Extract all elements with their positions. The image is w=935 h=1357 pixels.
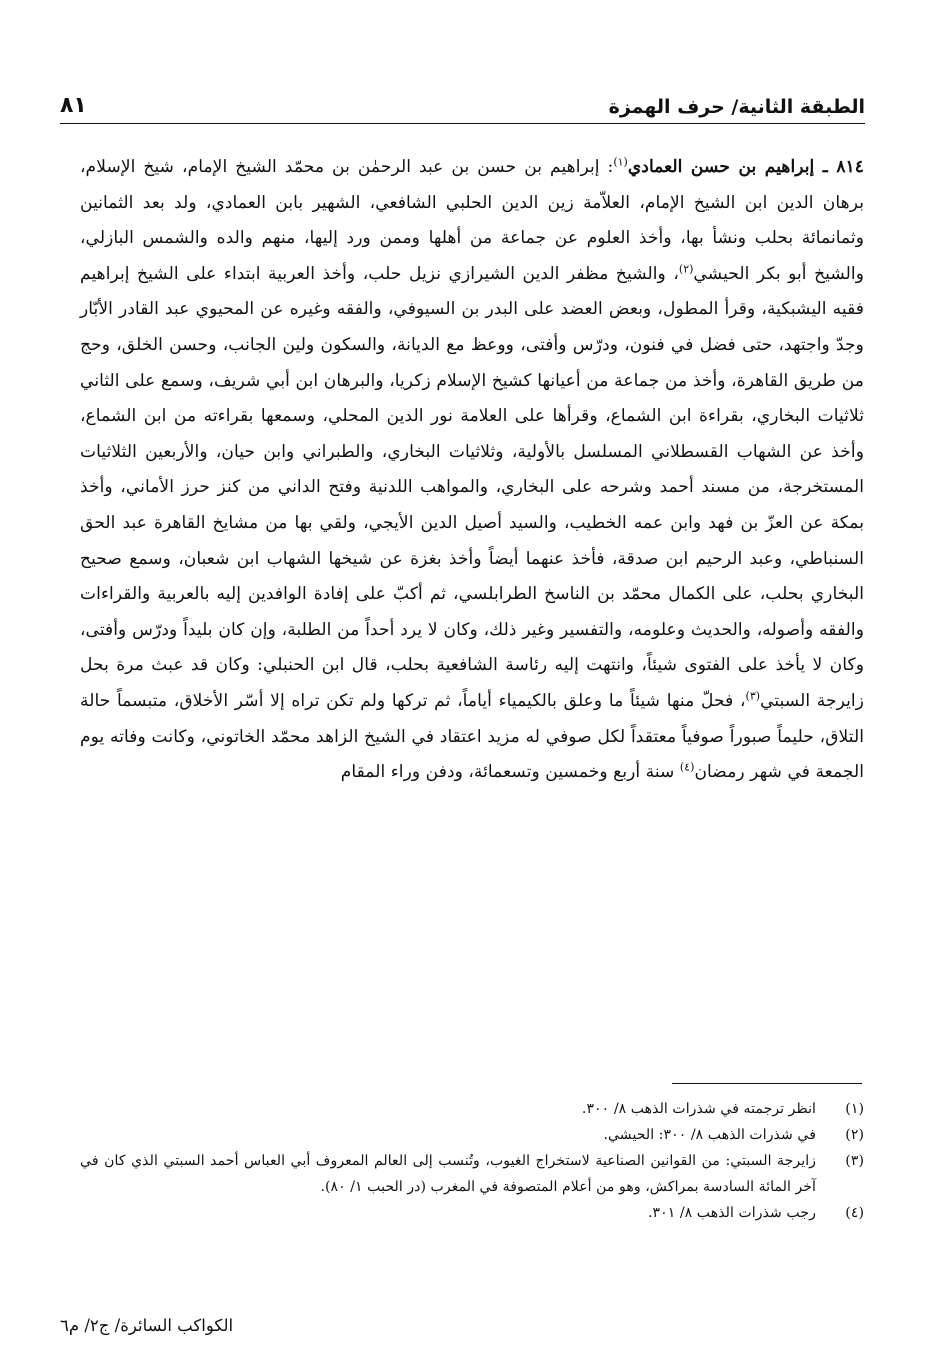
entry-text-part-4: سنة أربع وخمسين وتسعمائة، ودفن وراء المقام (340, 762, 680, 783)
footnote-text: انظر ترجمته في شذرات الذهب ٨/ ٣٠٠. (581, 1101, 816, 1117)
entry-text-part-3: ، فحلّ منها شيئاً ما وعلق بالكيمياء أياماً، ثم تركها ولم تكن تراه إلا أسّر الأخلاق، متبسماً حالة التلاق، حليماً صبوراً صوفياً معتقداً لكل صوفي له مزيد اعتقاد في الشيخ الزاهد محمّد الخاتوني، وكانت وفاته يوم الجمعة في شهر رمضان (80, 690, 864, 783)
footnote-text: زايرجة السبتي: من القوانين الصناعية لاستخراج الغيوب، وتُنسب إلى العالم المعروف أبي العباس أحمد السبتي الذي كان في آخر المائة السادسة بمراكش، وهو من أعلام المتصوفة في المغرب (در الحبب ١/ ٨٠). (80, 1153, 816, 1195)
footnote-text: في شذرات الذهب ٨/ ٣٠٠: الحيشي. (603, 1127, 816, 1143)
entry-text-part-1: : إبراهيم بن حسن بن عبد الرحمٰن بن محمّد الشيخ الإمام، شيخ الإسلام، برهان الدين ابن الشيخ الإمام، العلاّمة زين الدين الحلبي الشافعي، الشهير بابن العمادي، ولد بعد الثمانين وثمانمائة بحلب ونشأ بها، وأخذ العلوم عن جماعة من أهلها وممن ورد إليها، منهم والده والشمس البازلي، والشيخ أبو بكر الحيشي (80, 157, 864, 284)
footnote-ref-1: (١) (613, 155, 628, 169)
footnotes-rule (672, 1083, 862, 1084)
footnote (80, 1148, 864, 1200)
footnote-ref-2: (٢) (678, 262, 694, 276)
footnote-text: رجب شذرات الذهب ٨/ ٣٠١. (647, 1205, 816, 1221)
printer-signature: الكواكب السائرة/ ج٢/ م٦ (60, 1316, 234, 1335)
footnote-number: (١) (845, 1101, 864, 1117)
footnote (80, 1096, 864, 1122)
page-header (60, 78, 865, 118)
entry-text-part-2: ، والشيخ مظفر الدين الشيرازي نزيل حلب، وأخذ العربية ابتداء على الشيخ إبراهيم فقيه اليشبكية، وقرأ المطول، وبعض العضد على البدر بن السيوفي، والفقه وغيره عن المحيوي عبد القادر الأبّار وجدّ واجتهد، حتى فضل في فنون، ودرّس وأفتى، ووعظ مع الديانة، والسكون ولين الجانب، وحسن الخلق، وحج من طريق القاهرة، وأخذ من جماعة من أعيانها كشيخ الإسلام زكريا، والبرهان ابن أبي شريف، وسمع على الثاني ثلاثيات البخاري، بقراءة ابن الشماع، وقرأها على العلامة نور الدين المحلي، وسمعها بقراءته من ابن الشماع، وأخذ عن الشهاب القسطلاني المسلسل بالأولية، وثلاثيات البخاري، والطبراني وابن حيان، والأربعين الثلاثيات المستخرجة، من مسند أحمد وشرحه على البخاري، والمواهب اللدنية وفتح الداني من كنز حرز الأماني، وأخذ بمكة عن العزّ بن فهد وابن عمه الخطيب، والسيد أصيل الدين الأيجي، ولقي بها من مشايخ القاهرة عبد الحق السنباطي، وعبد الرحيم ابن صدقة، فأخذ عنهما أيضاً وأخذ بغزة عن شيخها الشهاب ابن شعبان، وسمع صحيح البخاري بحلب، على الكمال محمّد بن الناسخ الطرابلسي، ثم أكبّ على إفادة الوافدين إليه بالعربية والقراءات والفقه وأصوله، والحديث وعلومه، والتفسير وغير ذلك، وكان لا يرد أحداً من الطلبة، وإن كان بليداً ودرّس وأفتى، وكان لا يأخذ على الفتوى شيئاً، وانتهت إليه رئاسة الشافعية بحلب، قال ابن الحنبلي: وكان قد عبث مرة بحل زايرجة السبتي (80, 263, 864, 711)
header-rule (60, 123, 865, 124)
footnote-number: (٣) (845, 1153, 864, 1169)
footnotes (80, 1096, 864, 1226)
entry-body (80, 150, 864, 791)
page-number: ٨١ (60, 93, 87, 118)
footnote-ref-4: (٤) (679, 760, 695, 774)
running-title: الطبقة الثانية/ حرف الهمزة (608, 96, 865, 118)
entry-heading: ٨١٤ ـ إبراهيم بن حسن العمادي (627, 157, 865, 177)
footnote-number: (٢) (845, 1127, 864, 1143)
footnote-number: (٤) (845, 1205, 864, 1221)
footnote-ref-3: (٣) (745, 689, 761, 703)
footnote (80, 1122, 864, 1148)
footnote (80, 1200, 864, 1226)
